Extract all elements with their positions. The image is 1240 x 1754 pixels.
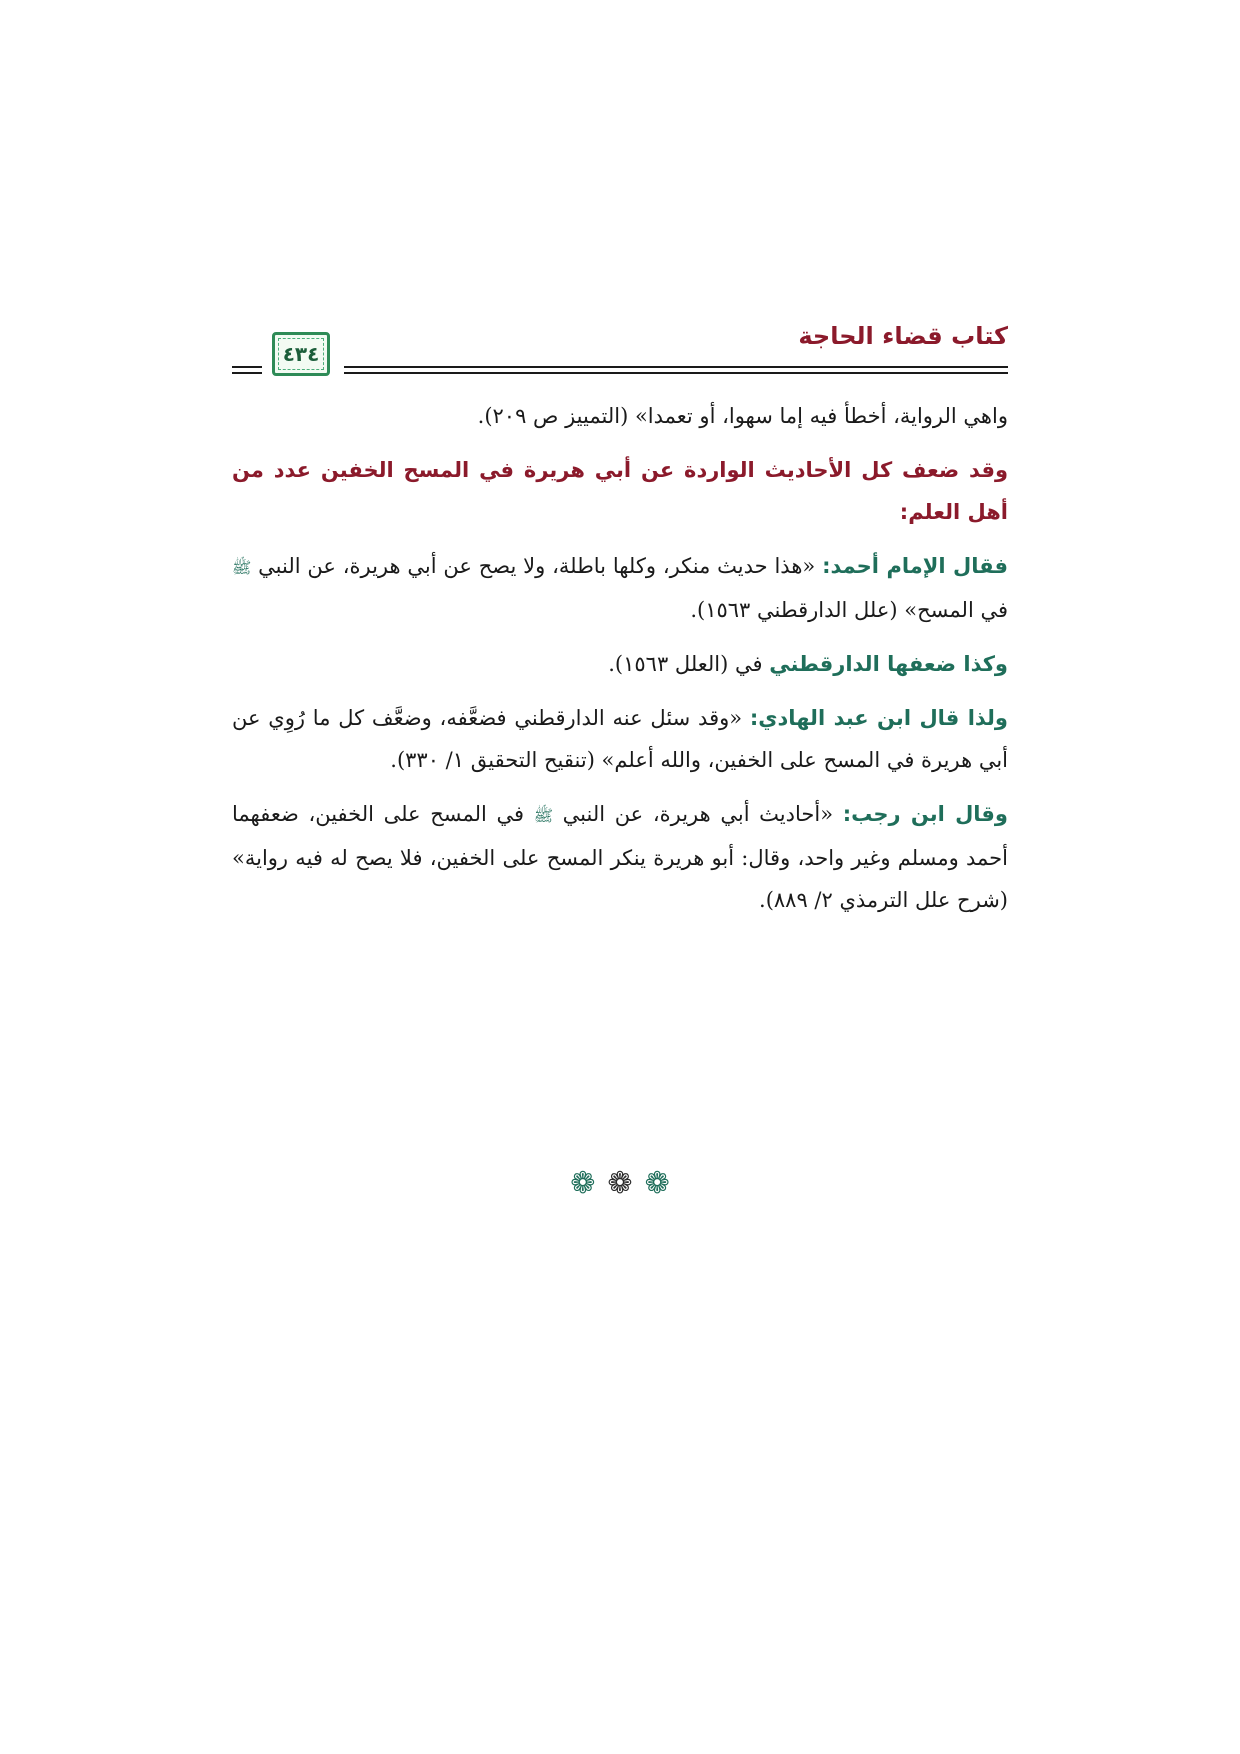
- flower-ornament-icon: ❁: [570, 1166, 596, 1201]
- paragraph-1: واهي الرواية، أخطأ فيه إما سهوا، أو تعمدا» (التمييز ص ٢٠٩).: [477, 404, 1008, 428]
- page-number: ٤٣٤: [282, 342, 320, 366]
- page-header: [232, 322, 1008, 384]
- header-rule-left-top: [232, 366, 262, 368]
- speaker-ibn-rajab: وقال ابن رجب:: [842, 802, 1008, 826]
- paragraph-2-heading: وقد ضعف كل الأحاديث الواردة عن أبي هريرة في المسح الخفين عدد من أهل العلم:: [232, 458, 1008, 524]
- salutation-mark: ﷺ: [533, 806, 554, 825]
- salutation-mark: ﷺ: [232, 558, 252, 577]
- paragraph-6: وقال ابن رجب: «أحاديث أبي هريرة، عن النبي ﷺ في المسح على الخفين، ضعفهما أحمد ومسلم وغير واحد، وقال: أبو هريرة ينكر المسح على الخفين، فلا يصح له فيه رواية» (شرح علل الترمذي ٢/ ٨٨٩).: [232, 802, 1008, 912]
- header-rule-left-bottom: [232, 372, 262, 374]
- header-rule-top: [344, 366, 1008, 368]
- speaker-daraqutni: وكذا ضعفها الدارقطني: [769, 652, 1008, 676]
- speaker-ahmad: فقال الإمام أحمد:: [822, 554, 1008, 578]
- speaker-ibn-abd-alhadi: ولذا قال ابن عبد الهادي:: [749, 706, 1008, 730]
- header-rule-bottom: [344, 372, 1008, 374]
- paragraph-4: وكذا ضعفها الدارقطني في (العلل ١٥٦٣).: [608, 652, 1008, 676]
- section-end-ornaments: [520, 1166, 720, 1206]
- page-body: [232, 395, 1008, 933]
- book-title: كتاب قضاء الحاجة: [798, 322, 1008, 350]
- flower-ornament-icon: ❁: [644, 1166, 670, 1201]
- flower-ornament-icon: ❁: [607, 1166, 633, 1201]
- page-number-badge: [272, 332, 330, 376]
- paragraph-3: فقال الإمام أحمد: «هذا حديث منكر، وكلها باطلة، ولا يصح عن أبي هريرة، عن النبي ﷺ في المسح» (علل الدارقطني ١٥٦٣).: [232, 554, 1008, 622]
- paragraph-5: ولذا قال ابن عبد الهادي: «وقد سئل عنه الدارقطني فضعَّفه، وضعَّف كل ما رُوِي عن أبي هريرة في المسح على الخفين، والله أعلم» (تنقيح التحقيق ١/ ٣٣٠).: [232, 706, 1008, 772]
